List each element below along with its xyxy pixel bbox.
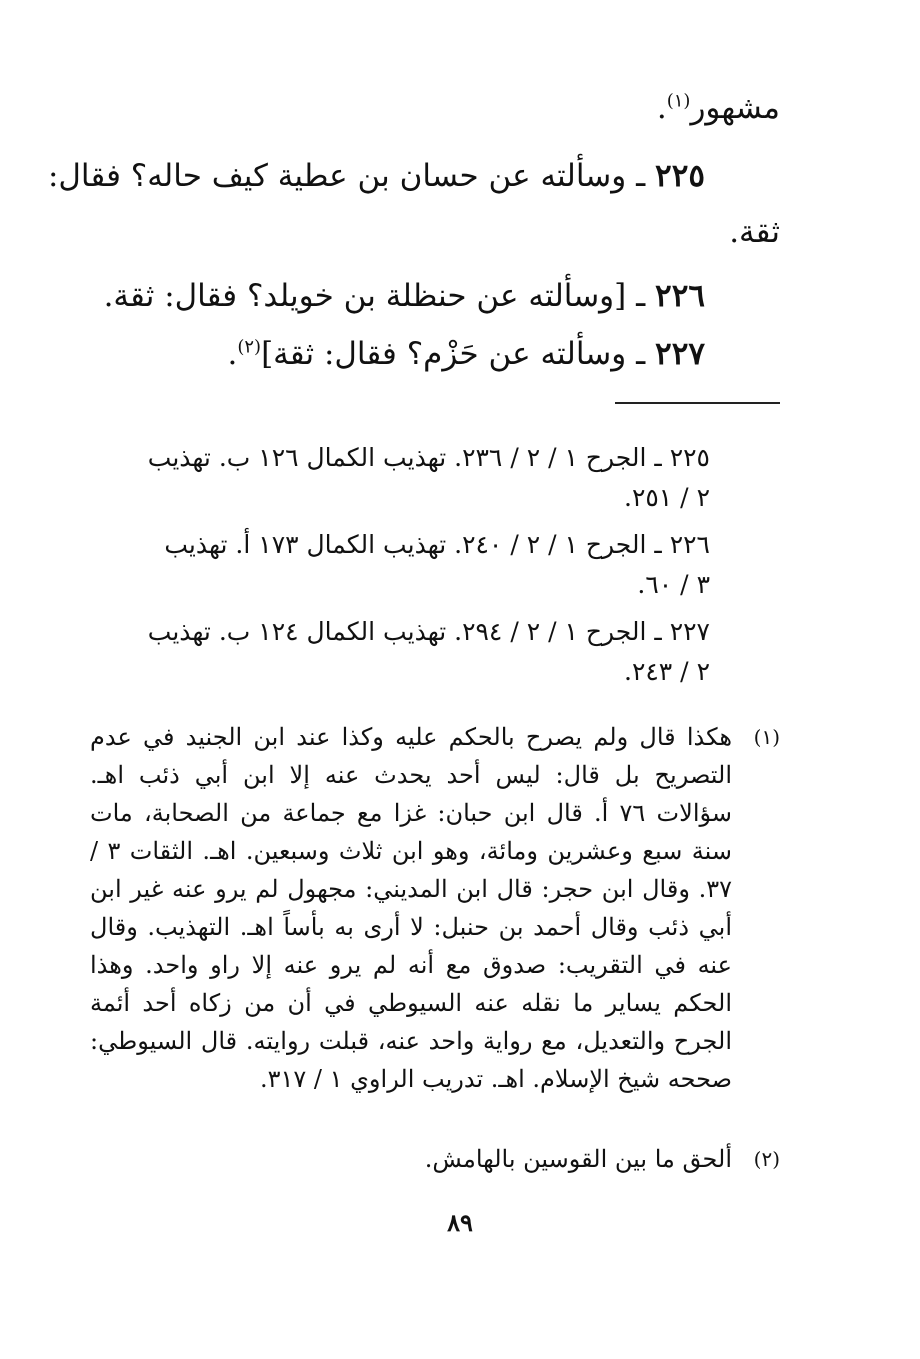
- intro-text: مشهور: [690, 90, 780, 126]
- reference-227-line2: ٢ / ٢٤٣.: [623, 657, 710, 686]
- page-number: ٨٩: [447, 1208, 473, 1237]
- entry-227-text: ـ وسألته عن حَزْم؟ فقال: ثقة]: [261, 336, 656, 372]
- entry-225-line2: [90, 204, 780, 260]
- reference-226: [90, 525, 710, 605]
- entry-227-end: .: [227, 336, 238, 372]
- reference-225: [90, 438, 710, 518]
- book-page: [47, 80, 780, 1359]
- intro-line: [90, 80, 780, 136]
- entry-226: [90, 268, 705, 324]
- entry-225-line1: [47, 148, 705, 204]
- footnote-1: [90, 718, 780, 1098]
- reference-227-line1: ٢٢٧ ـ الجرح ١ / ٢ / ٢٩٤. تهذيب الكمال ١٢٤ ب. تهذيب: [147, 617, 710, 646]
- footnote-separator: [615, 402, 780, 404]
- footnote-2: [90, 1140, 780, 1178]
- entry-226-number: ٢٢٦: [655, 278, 705, 314]
- reference-225-line2: ٢ / ٢٥١.: [623, 483, 710, 512]
- reference-225-line1: ٢٢٥ ـ الجرح ١ / ٢ / ٢٣٦. تهذيب الكمال ١٢٦ ب. تهذيب: [147, 443, 710, 472]
- entry-225-continuation: ثقة.: [729, 214, 780, 250]
- footnote-2-mark: (٢): [753, 1147, 780, 1171]
- entry-227: [90, 326, 705, 382]
- footnote-1-mark: (١): [753, 725, 780, 749]
- entry-226-text: ـ [وسألته عن حنظلة بن خويلد؟ فقال: ثقة.: [103, 278, 656, 314]
- footnote-2-text: ألحق ما بين القوسين بالهامش.: [424, 1145, 732, 1173]
- footnote-ref-2: (٢): [237, 336, 262, 358]
- reference-226-line1: ٢٢٦ ـ الجرح ١ / ٢ / ٢٤٠. تهذيب الكمال ١٧٣ أ. تهذيب: [164, 530, 710, 559]
- entry-225-number: ٢٢٥: [655, 158, 705, 194]
- footnote-1-text: هكذا قال ولم يصرح بالحكم عليه وكذا عند ابن الجنيد في عدم التصريح بل قال: ليس أحد يحدث عنه إلا ابن أبي ذئب اهـ. سؤالات ٧٦ أ. قال ابن حبان: غزا مع جماعة من الصحابة، مات سنة سبع وعشرين ومائة، وهو ابن ثلاث وسبعين. اهـ. الثقات ٣ / ٣٧. وقال ابن حجر: قال ابن المديني: مجهول لم يرو عنه غير ابن أبي ذئب وقال أحمد بن حنبل: لا أرى به بأساً اهـ. التهذيب. وقال عنه في التقريب: صدوق مع أنه لم يرو عنه إلا راو واحد. وهذا الحكم يساير ما نقله عنه السيوطي في أن من زكاه أحد أئمة الجرح والتعديل، مع رواية واحد عنه، قبلت روايته. قال السيوطي: صححه شيخ الإسلام. اهـ. تدريب الراوي ١ / ٣١٧.: [90, 723, 732, 1093]
- reference-226-line2: ٣ / ٦٠.: [637, 570, 710, 599]
- entry-225-text: ـ وسألته عن حسان بن عطية كيف حاله؟ فقال:: [47, 158, 656, 194]
- reference-227: [90, 612, 710, 692]
- intro-end: .: [656, 90, 667, 126]
- footnote-ref-1: (١): [666, 90, 691, 112]
- entry-227-number: ٢٢٧: [655, 336, 705, 372]
